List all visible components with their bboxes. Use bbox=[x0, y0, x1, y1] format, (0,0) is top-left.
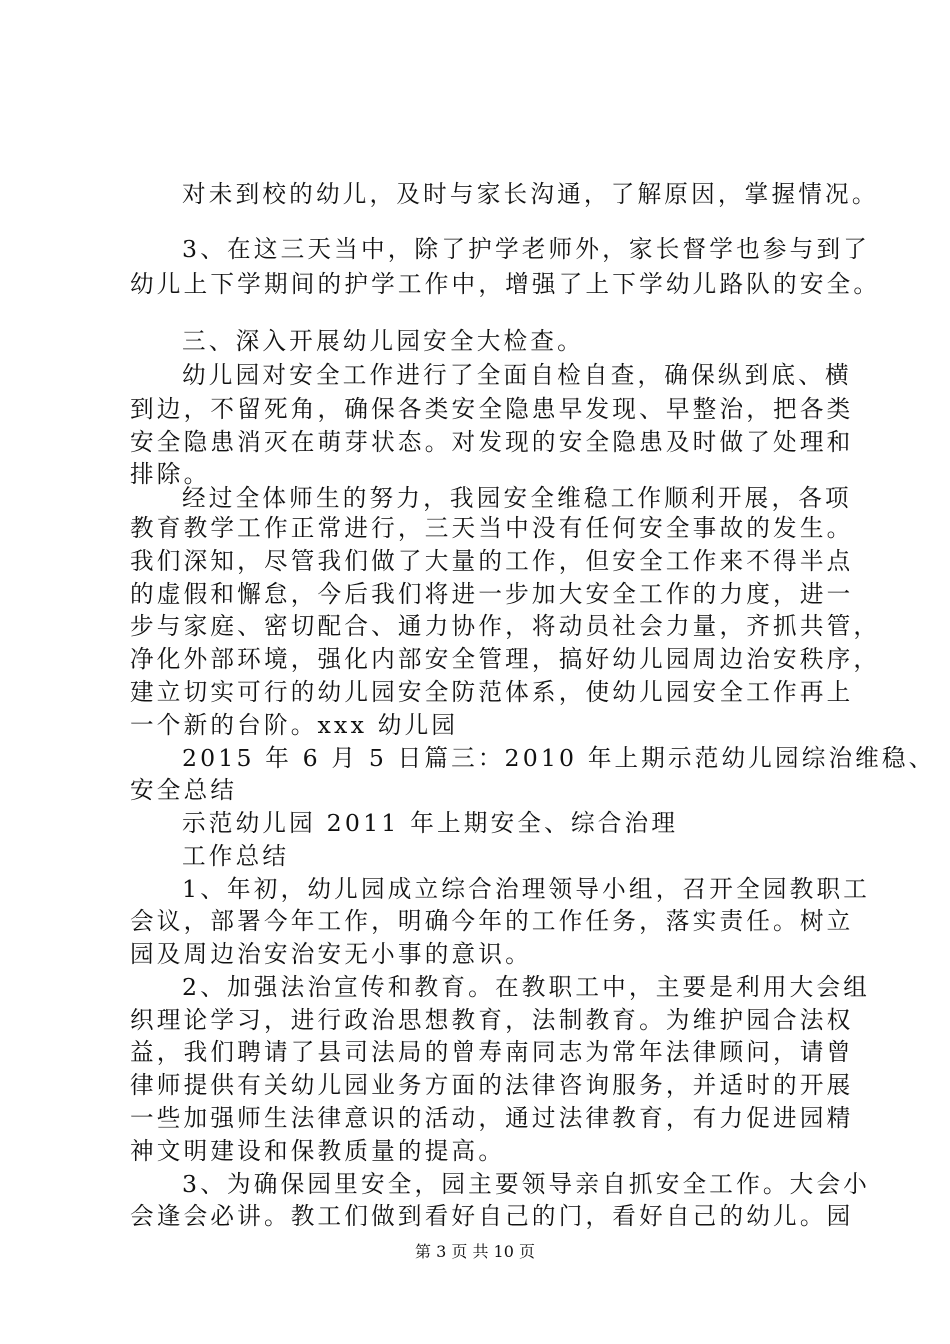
text-line: 经过全体师生的努力，我园安全维稳工作顺利开展，各项 bbox=[182, 484, 852, 512]
section-title: 工作总结 bbox=[182, 842, 290, 870]
text-line: 排除。 bbox=[130, 460, 211, 488]
text-line: 益，我们聘请了县司法局的曾寿南同志为常年法律顾问，请曾 bbox=[130, 1038, 854, 1066]
text-line: 净化外部环境，强化内部安全管理，搞好幼儿园周边治安秩序， bbox=[130, 645, 881, 673]
text-line: 到边，不留死角，确保各类安全隐患早发现、早整治，把各类 bbox=[130, 395, 854, 423]
text-line: 对未到校的幼儿，及时与家长沟通，了解原因，掌握情况。 bbox=[182, 180, 879, 208]
text-line: 1、年初，幼儿园成立综合治理领导小组，召开全园教职工 bbox=[182, 875, 871, 903]
section-title: 示范幼儿园 2011 年上期安全、综合治理 bbox=[182, 809, 679, 837]
text-line: 安全隐患消灭在萌芽状态。对发现的安全隐患及时做了处理和 bbox=[130, 428, 854, 456]
text-line: 2015 年 6 月 5 日篇三：2010 年上期示范幼儿园综治维稳、 bbox=[182, 744, 936, 772]
text-line: 步与家庭、密切配合、通力协作，将动员社会力量，齐抓共管， bbox=[130, 612, 881, 640]
text-line: 幼儿上下学期间的护学工作中，增强了上下学幼儿路队的安全。 bbox=[130, 270, 881, 298]
text-line: 一个新的台阶。xxx 幼儿园 bbox=[130, 711, 459, 739]
page-number-footer: 第 3 页 共 10 页 bbox=[415, 1242, 535, 1261]
text-line: 会议，部署今年工作，明确今年的工作任务，落实责任。树立 bbox=[130, 907, 854, 935]
text-line: 会逢会必讲。教工们做到看好自己的门，看好自己的幼儿。园 bbox=[130, 1202, 854, 1230]
text-line: 律师提供有关幼儿园业务方面的法律咨询服务，并适时的开展 bbox=[130, 1071, 854, 1099]
text-line: 2、加强法治宣传和教育。在教职工中，主要是利用大会组 bbox=[182, 973, 871, 1001]
text-line: 园及周边治安治安无小事的意识。 bbox=[130, 940, 532, 968]
text-line: 织理论学习，进行政治思想教育，法制教育。为维护园合法权 bbox=[130, 1006, 854, 1034]
text-line: 我们深知，尽管我们做了大量的工作，但安全工作来不得半点 bbox=[130, 547, 854, 575]
text-line: 3、为确保园里安全，园主要领导亲自抓安全工作。大会小 bbox=[182, 1170, 871, 1198]
text-line: 建立切实可行的幼儿园安全防范体系，使幼儿园安全工作再上 bbox=[130, 678, 854, 706]
text-line: 教育教学工作正常进行，三天当中没有任何安全事故的发生。 bbox=[130, 514, 854, 542]
text-line: 幼儿园对安全工作进行了全面自检自查，确保纵到底、横 bbox=[182, 361, 852, 389]
text-line: 一些加强师生法律意识的活动，通过法律教育，有力促进园精 bbox=[130, 1104, 854, 1132]
text-line: 的虚假和懈怠，今后我们将进一步加大安全工作的力度，进一 bbox=[130, 580, 854, 608]
section-heading: 三、深入开展幼儿园安全大检查。 bbox=[182, 327, 584, 355]
text-line: 神文明建设和保教质量的提高。 bbox=[130, 1137, 506, 1165]
text-line: 安全总结 bbox=[130, 776, 238, 804]
text-line: 3、在这三天当中，除了护学老师外，家长督学也参与到了 bbox=[182, 235, 871, 263]
